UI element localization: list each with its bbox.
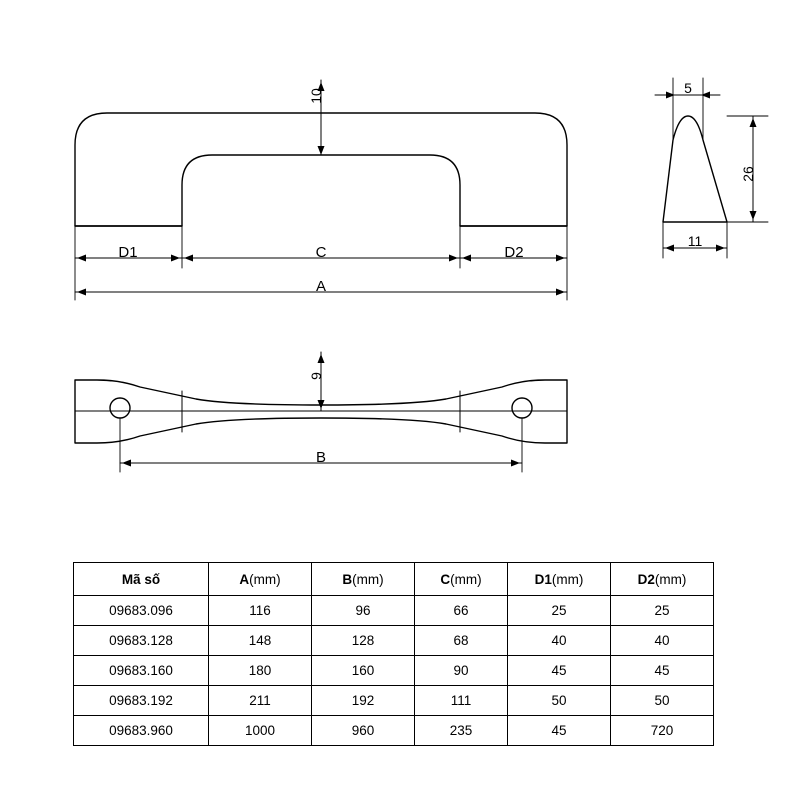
table-header-c-label: C bbox=[440, 571, 451, 587]
cell-c: 66 bbox=[415, 596, 508, 626]
table-row bbox=[74, 716, 714, 746]
cell-b: 96 bbox=[312, 596, 415, 626]
cell-b: 160 bbox=[312, 656, 415, 686]
cell-code: 09683.096 bbox=[74, 596, 209, 626]
table-header-b-unit: (mm) bbox=[352, 571, 384, 587]
table-header-d2-unit: (mm) bbox=[654, 571, 687, 587]
cell-a: 1000 bbox=[209, 716, 312, 746]
cell-c: 111 bbox=[415, 686, 508, 716]
cell-d2: 45 bbox=[611, 656, 714, 686]
cell-d1: 45 bbox=[508, 716, 611, 746]
dimension-9 bbox=[318, 352, 325, 411]
table-header-d1-unit: (mm) bbox=[551, 571, 584, 587]
table-header-a bbox=[209, 563, 312, 596]
table-header-code-label: Mã số bbox=[121, 571, 161, 587]
cell-a: 211 bbox=[209, 686, 312, 716]
cell-code: 09683.160 bbox=[74, 656, 209, 686]
cell-a: 180 bbox=[209, 656, 312, 686]
dim-label-d1: D1 bbox=[118, 244, 138, 261]
table-row bbox=[74, 596, 714, 626]
table-header-b bbox=[312, 563, 415, 596]
table-header-d2 bbox=[611, 563, 714, 596]
cell-d1: 25 bbox=[508, 596, 611, 626]
dim-label-11: 11 bbox=[687, 233, 703, 249]
cell-a: 148 bbox=[209, 626, 312, 656]
cell-code: 09683.192 bbox=[74, 686, 209, 716]
cell-c: 68 bbox=[415, 626, 508, 656]
dim-label-c: C bbox=[315, 244, 327, 261]
dim-label-b: B bbox=[315, 449, 327, 466]
table-header-code bbox=[74, 563, 209, 596]
cell-code: 09683.128 bbox=[74, 626, 209, 656]
cell-d2: 50 bbox=[611, 686, 714, 716]
dim-label-d2: D2 bbox=[504, 244, 524, 261]
cell-a: 116 bbox=[209, 596, 312, 626]
cell-b: 128 bbox=[312, 626, 415, 656]
cell-d1: 45 bbox=[508, 656, 611, 686]
table-header-a-unit: (mm) bbox=[249, 571, 281, 587]
cell-d1: 40 bbox=[508, 626, 611, 656]
dim-label-5: 5 bbox=[684, 80, 692, 96]
table-header-a-label: A bbox=[239, 571, 250, 587]
cell-c: 235 bbox=[415, 716, 508, 746]
cell-d2: 25 bbox=[611, 596, 714, 626]
cell-b: 960 bbox=[312, 716, 415, 746]
table-header-d1-label: D1 bbox=[534, 571, 552, 587]
table-header-b-label: B bbox=[342, 571, 353, 587]
table-header-c-unit: (mm) bbox=[450, 571, 482, 587]
cell-d2: 40 bbox=[611, 626, 714, 656]
table-header-d1 bbox=[508, 563, 611, 596]
cell-d1: 50 bbox=[508, 686, 611, 716]
spec-table bbox=[73, 562, 714, 746]
cell-code: 09683.960 bbox=[74, 716, 209, 746]
table-row bbox=[74, 656, 714, 686]
dim-label-9: 9 bbox=[308, 372, 324, 380]
table-header-c bbox=[415, 563, 508, 596]
cell-d2: 720 bbox=[611, 716, 714, 746]
dim-label-a: A bbox=[315, 278, 327, 295]
cell-b: 192 bbox=[312, 686, 415, 716]
cell-c: 90 bbox=[415, 656, 508, 686]
dim-label-26: 26 bbox=[740, 166, 756, 182]
table-row bbox=[74, 686, 714, 716]
table-header-d2-label: D2 bbox=[637, 571, 655, 587]
table-row bbox=[74, 626, 714, 656]
table-header-row bbox=[74, 563, 714, 596]
dim-label-10: 10 bbox=[308, 88, 324, 104]
